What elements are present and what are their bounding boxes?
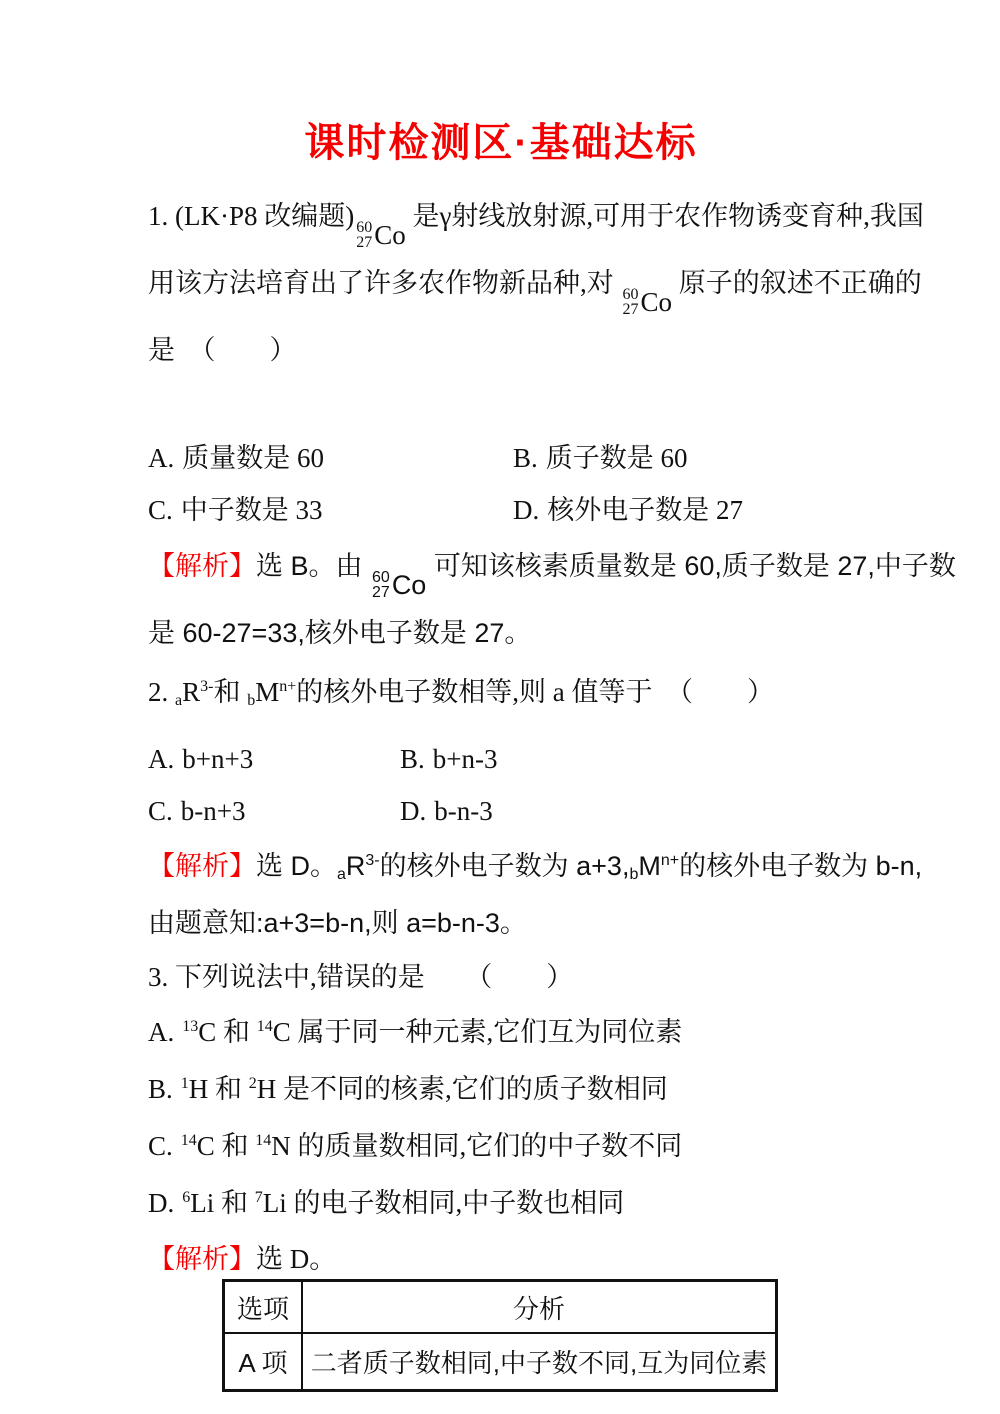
option-label: A. <box>148 1017 175 1047</box>
question-3-analysis <box>148 1239 854 1279</box>
text-segment: b-n-3 <box>434 796 493 826</box>
text-line <box>148 837 923 899</box>
text-segment: 的核外电子数为 b-n, <box>679 851 923 881</box>
option-label: A. <box>148 744 175 774</box>
option-text <box>546 443 688 473</box>
question-3-option-c <box>148 1115 854 1172</box>
question-1-analysis <box>148 542 956 657</box>
question-2-stem <box>148 663 854 725</box>
text-segment: b-n+3 <box>180 796 246 826</box>
table-cell-option: A 项 <box>224 1333 303 1391</box>
analysis-label: 【解析】 <box>148 1244 256 1274</box>
text-segment: H 是不同的核素,它们的质子数相同 <box>256 1074 668 1104</box>
question-2 <box>148 663 923 947</box>
option-text <box>434 796 492 826</box>
option-text <box>182 1017 682 1047</box>
text-segment: 由题意知:a+3=b-n,则 a=b-n-3。 <box>148 908 527 938</box>
text-segment: N 的质量数相同,它们的中子数不同 <box>271 1131 683 1161</box>
text-segment: 7 <box>254 1189 263 1206</box>
table-cell-analysis: 二者质子数相同,中子数不同,互为同位素 <box>302 1333 777 1391</box>
text-segment: n+ <box>660 852 680 869</box>
question-1-option-a <box>148 432 513 484</box>
option-text <box>182 744 253 774</box>
question-3-option-a <box>148 1001 854 1058</box>
text-segment: b+n-3 <box>432 744 498 774</box>
text-segment: R <box>345 851 366 881</box>
text-segment: 质量数是 60 <box>182 443 324 473</box>
text-segment: C 和 <box>196 1131 256 1161</box>
text-line <box>148 542 956 609</box>
mass-atomic-number-stack: 60 27 <box>622 286 639 318</box>
option-text <box>181 1131 683 1161</box>
document-body <box>148 0 956 1392</box>
text-segment: 可知该核素质量数是 60,质子数是 27,中子数 <box>426 551 956 581</box>
text-segment: 13 <box>182 1018 199 1035</box>
table-header-option: 选项 <box>224 1281 303 1334</box>
text-line <box>148 609 854 657</box>
question-1-options <box>148 432 854 536</box>
text-segment: 和 <box>213 677 248 707</box>
text-segment: a <box>175 692 183 709</box>
element-symbol: Co <box>640 287 673 317</box>
text-segment: Li 的电子数相同,中子数也相同 <box>262 1188 625 1218</box>
text-segment: 选 D。 <box>256 1244 337 1274</box>
analysis-label: 【解析】 <box>148 551 256 581</box>
text-segment: b+n+3 <box>182 744 254 774</box>
element-symbol: Co <box>391 570 427 600</box>
text-line <box>148 259 922 326</box>
text-segment: 是 60-27=33,核外电子数是 27。 <box>148 618 532 648</box>
text-segment: 2 <box>248 1075 257 1092</box>
text-segment: 是γ射线放射源,可用于农作物诱变育种,我国 <box>405 201 924 231</box>
text-segment: 的核外电子数相等,则 a 值等于 （ ） <box>296 677 774 707</box>
question-3-option-b <box>148 1058 854 1115</box>
text-segment: M <box>638 851 661 881</box>
text-line <box>148 192 924 259</box>
text-line <box>148 663 854 725</box>
text-segment: 14 <box>180 1132 197 1149</box>
option-label: B. <box>400 744 425 774</box>
text-line <box>148 326 854 374</box>
text-line <box>148 899 854 947</box>
text-line <box>148 1239 854 1279</box>
question-3-options <box>148 1001 854 1229</box>
page-title: 课时检测区·基础达标 <box>304 121 698 165</box>
question-3-option-d <box>148 1172 854 1229</box>
analysis-table <box>222 1279 778 1392</box>
option-text <box>433 744 498 774</box>
question-2-option-c <box>148 785 400 837</box>
option-label: D. <box>513 495 540 525</box>
text-segment: a <box>337 866 346 883</box>
text-segment: 的核外电子数为 a+3, <box>379 851 630 881</box>
question-3-stem <box>148 953 854 1001</box>
text-segment: 核外电子数是 27 <box>547 495 743 525</box>
option-text <box>182 1188 624 1218</box>
question-2-option-d <box>400 785 854 837</box>
question-1-option-d <box>513 484 854 536</box>
option-text <box>182 443 324 473</box>
text-segment: M <box>255 677 280 707</box>
mass-atomic-number-stack: 60 27 <box>372 569 390 601</box>
text-segment: Li 和 <box>190 1188 255 1218</box>
question-2-analysis <box>148 837 923 947</box>
text-segment: 1. (LK·P8 改编题) <box>148 201 355 231</box>
option-text <box>181 796 246 826</box>
table-header-row <box>224 1281 777 1334</box>
text-segment: 14 <box>256 1018 273 1035</box>
text-segment: C 属于同一种元素,它们互为同位素 <box>272 1017 683 1047</box>
question-1-stem <box>148 192 924 374</box>
text-segment: 选 D。 <box>256 851 337 881</box>
option-label: C. <box>148 1131 173 1161</box>
option-label: D. <box>400 796 427 826</box>
option-label: A. <box>148 443 175 473</box>
nuclide-notation <box>370 561 426 609</box>
text-segment: n+ <box>279 678 297 695</box>
question-1-option-b <box>513 432 854 484</box>
text-segment: R <box>182 677 201 707</box>
question-2-options <box>148 733 854 837</box>
text-segment: b <box>629 866 639 883</box>
text-segment: 2. <box>148 677 175 707</box>
option-label: C. <box>148 495 173 525</box>
text-segment: 中子数是 33 <box>180 495 323 525</box>
analysis-label: 【解析】 <box>148 851 256 881</box>
text-line <box>148 953 854 1001</box>
text-segment: 原子的叙述不正确的 <box>672 268 922 298</box>
text-segment: 用该方法培育出了许多农作物新品种,对 <box>148 268 621 298</box>
option-label: B. <box>148 1074 173 1104</box>
text-segment: 14 <box>255 1132 272 1149</box>
question-2-option-a <box>148 733 400 785</box>
nuclide-notation <box>354 211 406 259</box>
nuclide-notation <box>621 278 673 326</box>
option-label: D. <box>148 1188 175 1218</box>
text-segment: 3- <box>200 678 214 695</box>
option-text <box>181 1074 668 1104</box>
text-segment: 3- <box>365 852 380 869</box>
question-3 <box>148 953 854 1279</box>
text-segment: C 和 <box>198 1017 257 1047</box>
text-segment: H 和 <box>188 1074 249 1104</box>
text-segment: 3. 下列说法中,错误的是 （ ） <box>148 962 574 992</box>
text-segment: 6 <box>182 1189 191 1206</box>
text-segment: 1 <box>180 1075 189 1092</box>
text-segment: 选 B。由 <box>256 551 371 581</box>
text-segment: 质子数是 60 <box>545 443 688 473</box>
mass-atomic-number-stack: 60 27 <box>356 219 373 251</box>
option-text <box>181 495 323 525</box>
text-segment: 是 （ ） <box>148 335 297 365</box>
text-segment: b <box>247 692 256 709</box>
option-label: B. <box>513 443 538 473</box>
table-header-analysis: 分析 <box>302 1281 777 1334</box>
option-label: C. <box>148 796 173 826</box>
question-1 <box>148 192 956 657</box>
question-2-option-b <box>400 733 854 785</box>
question-1-option-c <box>148 484 513 536</box>
table-row <box>224 1333 777 1391</box>
option-text <box>547 495 743 525</box>
element-symbol: Co <box>374 220 406 250</box>
